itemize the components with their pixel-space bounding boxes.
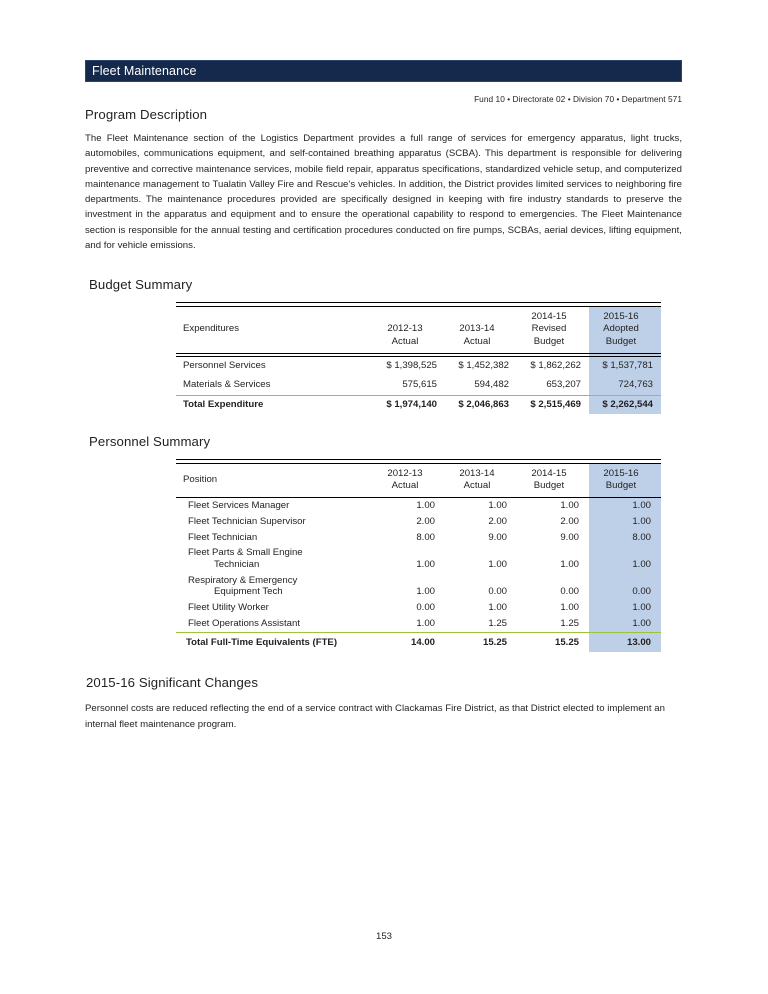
personnel-row-3-label-line1: Fleet Parts & Small Engine (188, 547, 303, 559)
personnel-header-2012-13-line1: 2012-13 (387, 467, 423, 479)
personnel-row-3-label-line2: Technician (214, 558, 260, 570)
budget-header-2013-14 (445, 307, 517, 353)
budget-row-1-c4: 724,763 (589, 376, 661, 395)
budget-row-0-c2: $ 1,452,382 (458, 360, 509, 372)
personnel-header-2013-14-line1: 2013-14 (459, 467, 495, 479)
personnel-row-1-c3: 2.00 (560, 515, 579, 527)
budget-row-1-c2: 594,482 (474, 379, 509, 391)
budget-header-label: Expenditures (183, 323, 239, 335)
page-number: 153 (375, 931, 392, 942)
fund-directorate-line: Fund 10 • Directorate 02 • Division 70 • Department 571 (474, 94, 682, 104)
personnel-total-label: Total Full-Time Equivalents (FTE) (186, 636, 338, 648)
personnel-total-c2: 15.25 (482, 636, 507, 648)
personnel-header-2015-16-line1: 2015-16 (603, 467, 639, 479)
budget-header-2014-15 (517, 307, 589, 353)
budget-header-2015-16-line2: Adopted (603, 323, 639, 335)
personnel-row-5-label: Fleet Utility Worker (188, 602, 269, 614)
personnel-row-5-c2: 1.00 (488, 602, 507, 614)
personnel-row-4-c4: 0.00 (589, 573, 661, 600)
table-row (176, 545, 661, 572)
personnel-row-3-label (176, 545, 373, 572)
personnel-row-4-c2: 0.00 (488, 586, 507, 598)
personnel-row-4-label-line2: Equipment Tech (214, 586, 283, 598)
personnel-row-4-label-line1: Respiratory & Emergency (188, 574, 298, 586)
personnel-row-2-c3: 9.00 (560, 531, 579, 543)
personnel-row-5-c4: 1.00 (589, 600, 661, 616)
personnel-row-3-c3: 1.00 (560, 558, 579, 570)
table-row (176, 600, 661, 616)
budget-row-0-c3: $ 1,862,262 (530, 360, 581, 372)
budget-total-c1: $ 1,974,140 (386, 398, 437, 410)
budget-total-c4: $ 2,262,544 (589, 396, 661, 415)
table-row-total (176, 633, 661, 653)
heading-program-description: Program Description (85, 107, 208, 122)
table-row (176, 573, 661, 600)
budget-row-0-label: Personnel Services (183, 360, 266, 372)
personnel-row-6-c3: 1.25 (560, 617, 579, 629)
personnel-row-6-label: Fleet Operations Assistant (188, 617, 300, 629)
budget-header-2015-16-line1: 2015-16 (603, 310, 639, 322)
table-row (176, 376, 661, 395)
personnel-header-2012-13 (373, 464, 445, 497)
budget-header-2012-13-line1: 2012-13 (387, 323, 423, 335)
personnel-row-5-c1: 0.00 (416, 602, 435, 614)
personnel-row-0-c2: 1.00 (488, 499, 507, 511)
personnel-header-2014-15-line1: 2014-15 (531, 467, 567, 479)
personnel-header-2013-14 (445, 464, 517, 497)
personnel-header-2012-13-line2: Actual (391, 480, 419, 492)
personnel-header-2014-15 (517, 464, 589, 497)
personnel-row-2-c1: 8.00 (416, 531, 435, 543)
budget-summary-body (176, 357, 661, 395)
personnel-row-5-c3: 1.00 (560, 602, 579, 614)
budget-header-2015-16-line3: Budget (605, 335, 637, 347)
budget-total-label: Total Expenditure (183, 398, 264, 410)
personnel-row-0-label: Fleet Services Manager (188, 499, 290, 511)
table-row (176, 498, 661, 514)
budget-total-c3: $ 2,515,469 (530, 398, 581, 410)
personnel-summary-table-wrap (85, 459, 682, 652)
personnel-total-c1: 14.00 (410, 636, 435, 648)
personnel-row-0-c4: 1.00 (589, 498, 661, 514)
personnel-summary-total (176, 633, 661, 653)
program-description-paragraph: The Fleet Maintenance section of the Logistics Department provides a full range of services for emergency apparatus, light trucks, automobiles, communications equipment, and self-contained breathing apparatus (SCBA). This department is responsible for delivering preventive and corrective maintenance services, mobile field repair, apparatus specifications, standardized vehicle setup, and computerized maintenance management to Tualatin Valley Fire and Rescue’s vehicles. In addition, the District provides limited services to neighboring fire departments. The maintenance procedures provided are specifically designed in keeping with fire industry standards to preserve the investment in the apparatus and equipment and to ensure the operational capability to respond to emergencies. The Fleet Maintenance section is responsible for the annual testing and certification procedures conducted on fire pumps, SCBAs, aerial devices, lifting equipment, and for vehicle emissions. (85, 133, 682, 252)
heading-significant-changes: 2015-16 Significant Changes (86, 675, 259, 691)
table-row (176, 357, 661, 376)
personnel-row-0-c3: 1.00 (560, 499, 579, 511)
budget-row-1-c1: 575,615 (402, 379, 437, 391)
personnel-header-2013-14-line2: Actual (463, 480, 491, 492)
personnel-row-1-c1: 2.00 (416, 515, 435, 527)
personnel-summary-table (176, 464, 661, 497)
personnel-header-2015-16 (589, 464, 661, 497)
budget-row-1-c3: 653,207 (546, 379, 581, 391)
personnel-row-3-c1: 1.00 (416, 558, 435, 570)
budget-header-2014-15-line2: Revised (531, 323, 567, 335)
budget-header-2013-14-line2: Actual (463, 335, 491, 347)
personnel-header-2015-16-line2: Budget (605, 480, 637, 492)
personnel-row-3-c4: 1.00 (589, 545, 661, 572)
personnel-row-3-c2: 1.00 (488, 558, 507, 570)
personnel-row-1-label: Fleet Technician Supervisor (188, 515, 306, 527)
table-row-total (176, 396, 661, 415)
personnel-row-2-c4: 8.00 (589, 529, 661, 545)
budget-header-row (176, 307, 661, 353)
personnel-total-separator-rule (176, 632, 661, 633)
page-content (85, 60, 682, 732)
personnel-row-2-c2: 9.00 (488, 531, 507, 543)
budget-header-2015-16 (589, 307, 661, 353)
budget-row-0-c1: $ 1,398,525 (386, 360, 437, 372)
table-row (176, 616, 661, 632)
budget-row-0-c4: $ 1,537,781 (589, 357, 661, 376)
personnel-header-2014-15-line2: Budget (533, 480, 565, 492)
table-row (176, 529, 661, 545)
budget-row-1-label: Materials & Services (183, 379, 271, 391)
budget-summary-table-wrap (85, 302, 682, 414)
significant-changes-paragraph: Personnel costs are reduced reflecting the end of a service contract with Clackamas Fire District, as that District elected to implement an internal fleet maintenance program. (85, 703, 665, 730)
personnel-header-label: Position (183, 473, 218, 485)
budget-header-2012-13 (373, 307, 445, 353)
section-title-bar: Fleet Maintenance (85, 60, 682, 82)
personnel-row-6-c1: 1.00 (416, 617, 435, 629)
heading-budget-summary: Budget Summary (89, 277, 193, 293)
table-row (176, 514, 661, 530)
personnel-row-4-c1: 1.00 (416, 586, 435, 598)
budget-header-2014-15-line3: Budget (533, 335, 565, 347)
personnel-row-4-c3: 0.00 (560, 586, 579, 598)
personnel-total-c4: 13.00 (589, 633, 661, 653)
personnel-row-1-c4: 1.00 (589, 514, 661, 530)
budget-total-separator-rule (176, 395, 661, 396)
personnel-summary-body (176, 498, 661, 632)
budget-summary-total (176, 396, 661, 415)
personnel-row-1-c2: 2.00 (488, 515, 507, 527)
budget-header-2012-13-line2: Actual (391, 335, 419, 347)
personnel-total-c3: 15.25 (554, 636, 579, 648)
personnel-row-6-c4: 1.00 (589, 616, 661, 632)
personnel-row-0-c1: 1.00 (416, 499, 435, 511)
personnel-row-6-c2: 1.25 (488, 617, 507, 629)
budget-header-2014-15-line1: 2014-15 (531, 310, 567, 322)
heading-personnel-summary: Personnel Summary (89, 434, 211, 450)
budget-header-2013-14-line1: 2013-14 (459, 323, 495, 335)
budget-total-c2: $ 2,046,863 (458, 398, 509, 410)
personnel-header-row (176, 464, 661, 497)
personnel-row-4-label (176, 573, 373, 600)
personnel-row-2-label: Fleet Technician (188, 531, 258, 543)
budget-summary-table (176, 307, 661, 353)
